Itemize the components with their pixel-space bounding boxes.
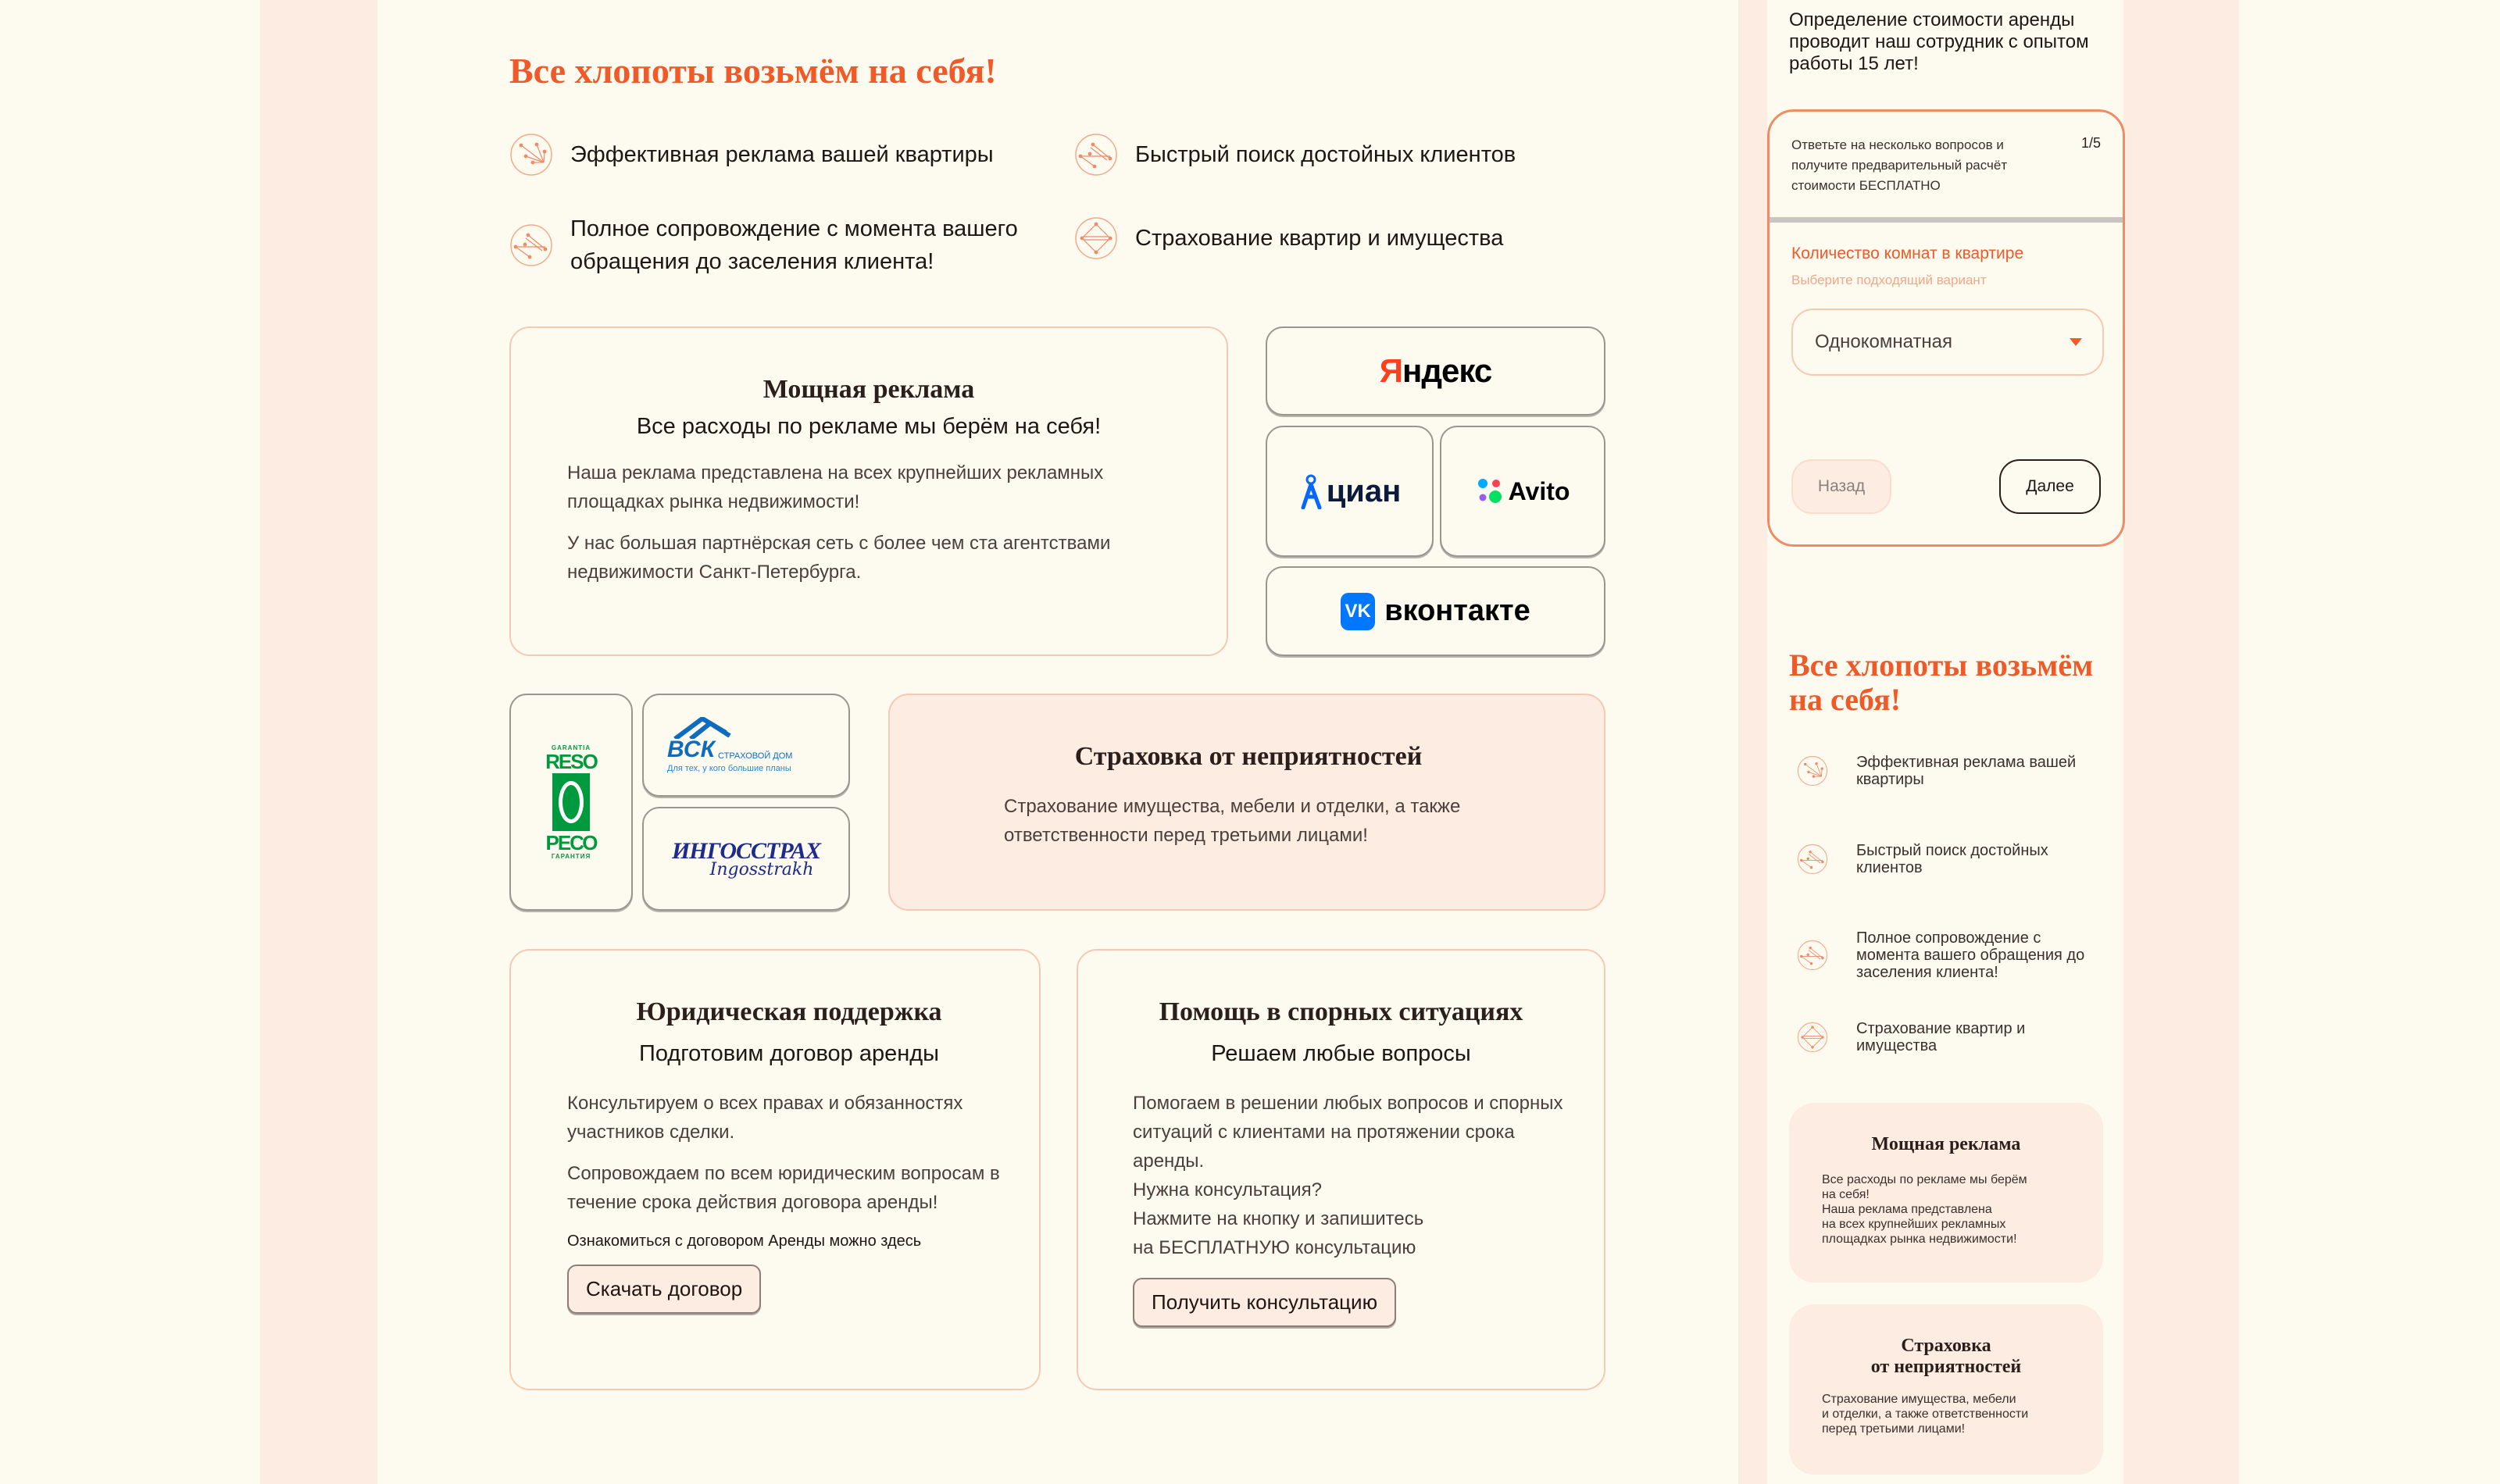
- legal-support-card: [509, 949, 1041, 1390]
- fan-lines-icon: [509, 133, 553, 177]
- arrows-exchange-icon: [1797, 940, 1828, 971]
- cian-pin-icon: [1298, 473, 1322, 509]
- card-subtitle: Подготовим договор аренды: [638, 1041, 940, 1066]
- arrows-exchange-icon: [509, 223, 553, 267]
- ingosstrakh-script: Ingosstrakh: [709, 860, 814, 879]
- disputes-card: [1077, 949, 1605, 1390]
- card-paragraph: Страхование имущества, мебели и отделки, а также ответственности перед третьими лицами!: [1004, 796, 1461, 846]
- card-line: Нужна консультация?: [1133, 1179, 1322, 1200]
- feature-item: [509, 212, 1056, 278]
- card-subtitle: Все расходы по рекламе мы берём на себя!: [636, 414, 1102, 439]
- feature-label: Быстрый поиск достойных клиентов: [1856, 842, 2048, 876]
- arrows-converge-icon: [1797, 844, 1828, 875]
- card-line: на БЕСПЛАТНУЮ консультацию: [1133, 1237, 1416, 1258]
- vsk-roof-icon: [667, 717, 761, 739]
- feature-label: Полное сопровождение с момента вашего обращения до заселения клиента!: [570, 216, 1018, 274]
- card-body: Страхование имущества, мебели и отделки, а также ответственности перед третьими лицами!: [1822, 1393, 2029, 1436]
- quiz-intro: Ответьте на несколько вопросов и получите предварительный расчёт стоимости БЕСПЛАТНО: [1791, 137, 2008, 193]
- diamond-shield-icon: [1074, 216, 1118, 260]
- quiz-question: Количество комнат в квартире: [1791, 244, 2024, 262]
- ingosstrakh-logo-card[interactable]: [642, 807, 850, 911]
- card-title: Юридическая поддержка: [636, 997, 942, 1026]
- mobile-feature-item: [1797, 1020, 2044, 1054]
- avito-wordmark: Avito: [1508, 476, 1570, 505]
- yandex-logo: Яндекс: [1379, 352, 1492, 389]
- divider-strip: [1738, 0, 1767, 1484]
- cian-wordmark: циан: [1326, 473, 1402, 508]
- right-margin-strip: [2123, 0, 2239, 1484]
- fan-lines-icon: [1797, 755, 1828, 787]
- vk-logo-card[interactable]: [1266, 566, 1605, 656]
- card-title: Страховка от неприятностей: [1870, 1336, 2022, 1377]
- mobile-intro-text: Определение стоимости аренды проводит наш сотрудник с опытом работы 15 лет!: [1789, 9, 2089, 74]
- quiz-step-counter: 1/5: [2080, 135, 2101, 151]
- mobile-insurance-card: [1789, 1304, 2103, 1475]
- contract-note: Ознакомиться с договором Аренды можно здесь: [567, 1233, 922, 1250]
- feature-label: Страхование квартир и имущества: [1135, 226, 1504, 251]
- vsk-logo: ВСК СТРАХОВОЙ ДОМ: [667, 737, 793, 762]
- reso-logo: GARANTIA RESO РЕСО ГАРАНТИЯ: [545, 744, 597, 860]
- back-button[interactable]: Назад: [1791, 459, 1891, 514]
- vk-icon: VK: [1341, 593, 1375, 630]
- vk-wordmark: вконтакте: [1384, 594, 1530, 627]
- download-contract-button[interactable]: Скачать договор: [567, 1265, 761, 1314]
- ingosstrakh-logo: ИНГОССТРАХ: [671, 838, 821, 864]
- feature-label: Эффективная реклама вашей квартиры: [1856, 754, 2077, 788]
- rooms-select[interactable]: [1791, 309, 2104, 376]
- card-body: Все расходы по рекламе мы берём на себя! Наша реклама представлена на всех крупнейших рекламных площадках рынка недвижимости!: [1822, 1173, 2027, 1246]
- quiz-card: [1767, 109, 2125, 547]
- mobile-section-title: Все хлопоты возьмём на себя!: [1789, 647, 2094, 717]
- yandex-logo-card[interactable]: [1266, 326, 1605, 416]
- cian-logo-card[interactable]: [1266, 426, 1434, 557]
- feature-item: [509, 133, 1041, 177]
- get-consultation-button[interactable]: Получить консультацию: [1133, 1278, 1396, 1327]
- card-paragraph: У нас большая партнёрская сеть с более чем ста агентствами недвижимости Санкт-Петербурга.: [567, 533, 1111, 583]
- rooms-select-value: Однокомнатная: [1815, 331, 1953, 352]
- card-title: Мощная реклама: [1871, 1134, 2021, 1154]
- card-title: Помощь в спорных ситуациях: [1159, 997, 1523, 1026]
- feature-label: Страхование квартир и имущества: [1856, 1020, 2026, 1054]
- arrows-converge-icon: [1074, 133, 1118, 177]
- diamond-shield-icon: [1797, 1022, 1828, 1053]
- ads-card: [509, 326, 1228, 656]
- feature-label: Эффективная реклама вашей квартиры: [570, 142, 994, 167]
- mobile-ads-card: [1789, 1103, 2103, 1282]
- card-title: Мощная реклама: [762, 375, 975, 404]
- card-paragraph: Помогаем в решении любых вопросов и спорных ситуаций с клиентами на протяжении срока аренды.: [1133, 1093, 1563, 1172]
- quiz-hint: Выберите подходящий вариант: [1791, 273, 1987, 287]
- feature-item: [1074, 133, 1605, 177]
- card-title: Страховка от неприятностей: [1074, 742, 1423, 771]
- card-subtitle: Решаем любые вопросы: [1211, 1041, 1471, 1066]
- caret-down-icon: [2070, 338, 2082, 346]
- card-paragraph: Консультируем о всех правах и обязанностях участников сделки.: [567, 1093, 963, 1143]
- card-paragraph: Наша реклама представлена на всех крупнейших рекламных площадках рынка недвижимости!: [567, 462, 1104, 512]
- avito-dots-icon: [1476, 477, 1504, 505]
- quiz-progress-bar: [1770, 217, 2123, 223]
- insurance-card: [888, 694, 1605, 911]
- avito-logo-card[interactable]: [1440, 426, 1605, 557]
- vsk-logo-card[interactable]: [642, 694, 850, 797]
- card-line: Нажмите на кнопку и запишитесь: [1133, 1208, 1424, 1229]
- mobile-feature-item: [1797, 754, 2098, 788]
- quiz-progress-fill: [1770, 217, 1840, 223]
- mobile-feature-item: [1797, 842, 2091, 876]
- reso-logo-card[interactable]: [509, 694, 633, 911]
- next-button[interactable]: Далее: [1999, 459, 2101, 514]
- feature-label: Быстрый поиск достойных клиентов: [1135, 142, 1516, 167]
- left-margin-strip: [260, 0, 377, 1484]
- feature-label: Полное сопровождение с момента вашего обращения до заселения клиента!: [1856, 929, 2085, 981]
- section-title: Все хлопоты возьмём на себя!: [509, 51, 997, 91]
- vsk-slogan: Для тех, у кого большие планы: [667, 764, 791, 773]
- card-paragraph: Сопровождаем по всем юридическим вопросам в течение срока действия договора аренды!: [567, 1163, 1000, 1213]
- mobile-feature-item: [1797, 929, 2098, 981]
- feature-item: [1074, 216, 1605, 260]
